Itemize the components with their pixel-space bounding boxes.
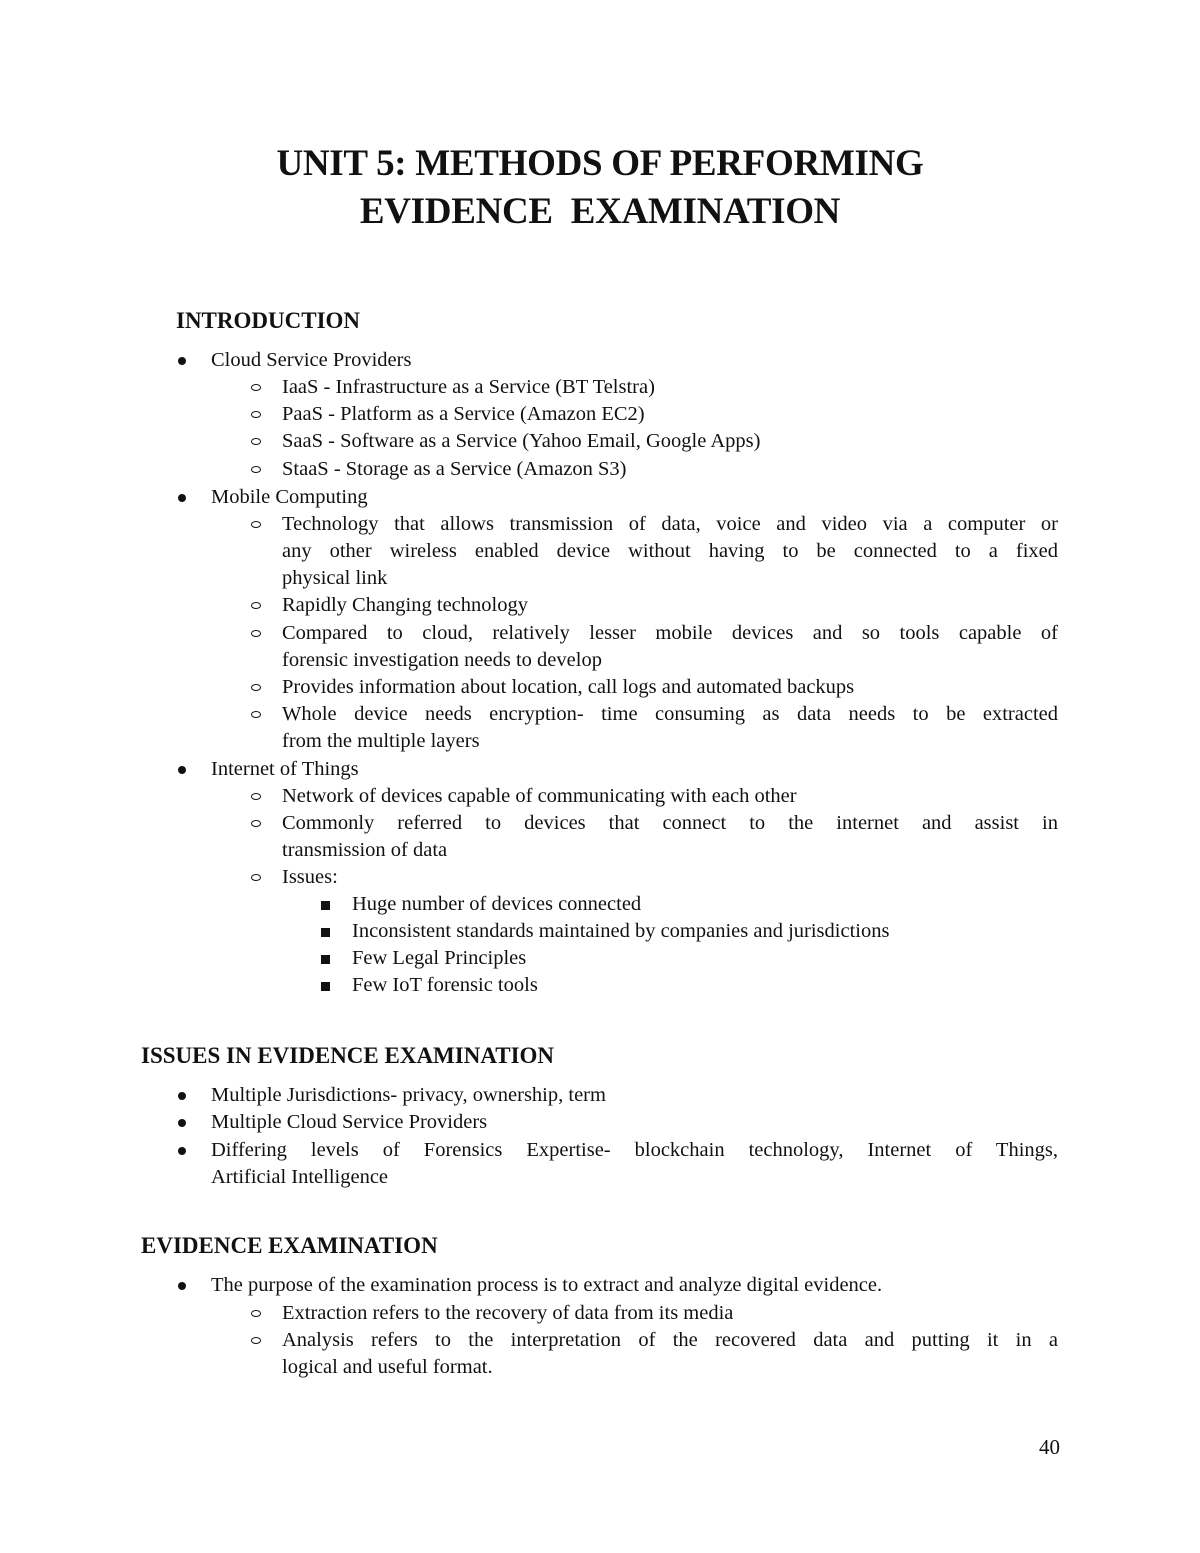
evidence-heading: EVIDENCE EXAMINATION xyxy=(141,1233,438,1258)
mobile-item-5-line-1: Whole device needs encryption- time consuming as data needs to be extracted xyxy=(282,703,1058,725)
bullet-circle-icon xyxy=(251,674,269,701)
introduction-heading: INTRODUCTION xyxy=(176,308,361,333)
mobile-item-3-line-1: Compared to cloud, relatively lesser mobile devices and so tools capable of xyxy=(282,622,1058,644)
iot-item-2-line-2: transmission of data xyxy=(282,839,448,861)
iot-item-1: Network of devices capable of communicating with each other xyxy=(282,785,797,807)
page-number: 40 xyxy=(1039,1435,1060,1459)
mobile-item-1-line-1: Technology that allows transmission of data, voice and video via a computer or xyxy=(282,513,1058,535)
title-line-1: UNIT 5: METHODS OF PERFORMING xyxy=(276,143,924,184)
issues-item-2: Multiple Cloud Service Providers xyxy=(211,1111,488,1133)
evidence-sub-2-line-1: Analysis refers to the interpretation of the recovered data and putting it in a xyxy=(282,1329,1058,1351)
iot-issue-3: Few Legal Principles xyxy=(352,947,527,969)
cloud-item-paas: PaaS - Platform as a Service (Amazon EC2) xyxy=(282,403,645,425)
iot-item-2-line-1: Commonly referred to devices that connect to the internet and assist in xyxy=(282,812,1058,834)
cloud-item-saas: SaaS - Software as a Service (Yahoo Email, Google Apps) xyxy=(282,430,761,452)
bullet-square-icon xyxy=(321,972,339,999)
bullet-circle-icon xyxy=(251,783,269,810)
mobile-item-2: Rapidly Changing technology xyxy=(282,594,528,616)
bullet-disc-icon xyxy=(176,756,194,783)
bullet-disc-icon xyxy=(176,1109,194,1136)
bullet-square-icon xyxy=(321,945,339,972)
cloud-item-iaas: IaaS - Infrastructure as a Service (BT Telstra) xyxy=(282,376,655,398)
bullet-circle-icon xyxy=(251,592,269,619)
title-line-2: EVIDENCE EXAMINATION xyxy=(359,191,841,232)
bullet-disc-icon xyxy=(176,1137,194,1164)
iot-issue-1: Huge number of devices connected xyxy=(352,893,642,915)
bullet-disc-icon xyxy=(176,1272,194,1299)
bullet-square-icon xyxy=(321,891,339,918)
mobile-item-4: Provides information about location, call logs and automated backups xyxy=(282,676,855,698)
page-title xyxy=(0,140,1200,236)
bullet-disc-icon xyxy=(176,484,194,511)
mobile-item-1-line-3: physical link xyxy=(282,567,388,589)
issues-item-3-line-1: Differing levels of Forensics Expertise- blockchain technology, Internet of Things, xyxy=(211,1139,1058,1161)
evidence-sub-1: Extraction refers to the recovery of data from its media xyxy=(282,1302,734,1324)
bullet-circle-icon xyxy=(251,810,269,837)
bullet-circle-icon xyxy=(251,374,269,401)
bullet-circle-icon xyxy=(251,701,269,728)
iot-issue-4: Few IoT forensic tools xyxy=(352,974,538,996)
bullet-circle-icon xyxy=(251,401,269,428)
mobile-computing-label: Mobile Computing xyxy=(211,486,368,508)
bullet-circle-icon xyxy=(251,456,269,483)
cloud-item-staas: StaaS - Storage as a Service (Amazon S3) xyxy=(282,458,627,480)
bullet-circle-icon xyxy=(251,511,269,538)
bullet-circle-icon xyxy=(251,1300,269,1327)
issues-item-3-line-2: Artificial Intelligence xyxy=(211,1166,389,1188)
bullet-circle-icon xyxy=(251,428,269,455)
mobile-item-5-line-2: from the multiple layers xyxy=(282,730,480,752)
evidence-sub-2-line-2: logical and useful format. xyxy=(282,1356,493,1378)
bullet-circle-icon xyxy=(251,620,269,647)
bullet-circle-icon xyxy=(251,864,269,891)
issues-heading: ISSUES IN EVIDENCE EXAMINATION xyxy=(141,1043,555,1068)
bullet-square-icon xyxy=(321,918,339,945)
bullet-circle-icon xyxy=(251,1327,269,1354)
mobile-item-1-line-2: any other wireless enabled device without having to be connected to a fixed xyxy=(282,540,1058,562)
mobile-item-3-line-2: forensic investigation needs to develop xyxy=(282,649,602,671)
issues-item-1: Multiple Jurisdictions- privacy, ownership, term xyxy=(211,1084,606,1106)
bullet-disc-icon xyxy=(176,347,194,374)
bullet-disc-icon xyxy=(176,1082,194,1109)
iot-label: Internet of Things xyxy=(211,758,359,780)
iot-item-3: Issues: xyxy=(282,866,338,888)
evidence-item-1: The purpose of the examination process is to extract and analyze digital evidence. xyxy=(211,1274,883,1296)
cloud-providers-label: Cloud Service Providers xyxy=(211,349,412,371)
iot-issue-2: Inconsistent standards maintained by companies and jurisdictions xyxy=(352,920,890,942)
